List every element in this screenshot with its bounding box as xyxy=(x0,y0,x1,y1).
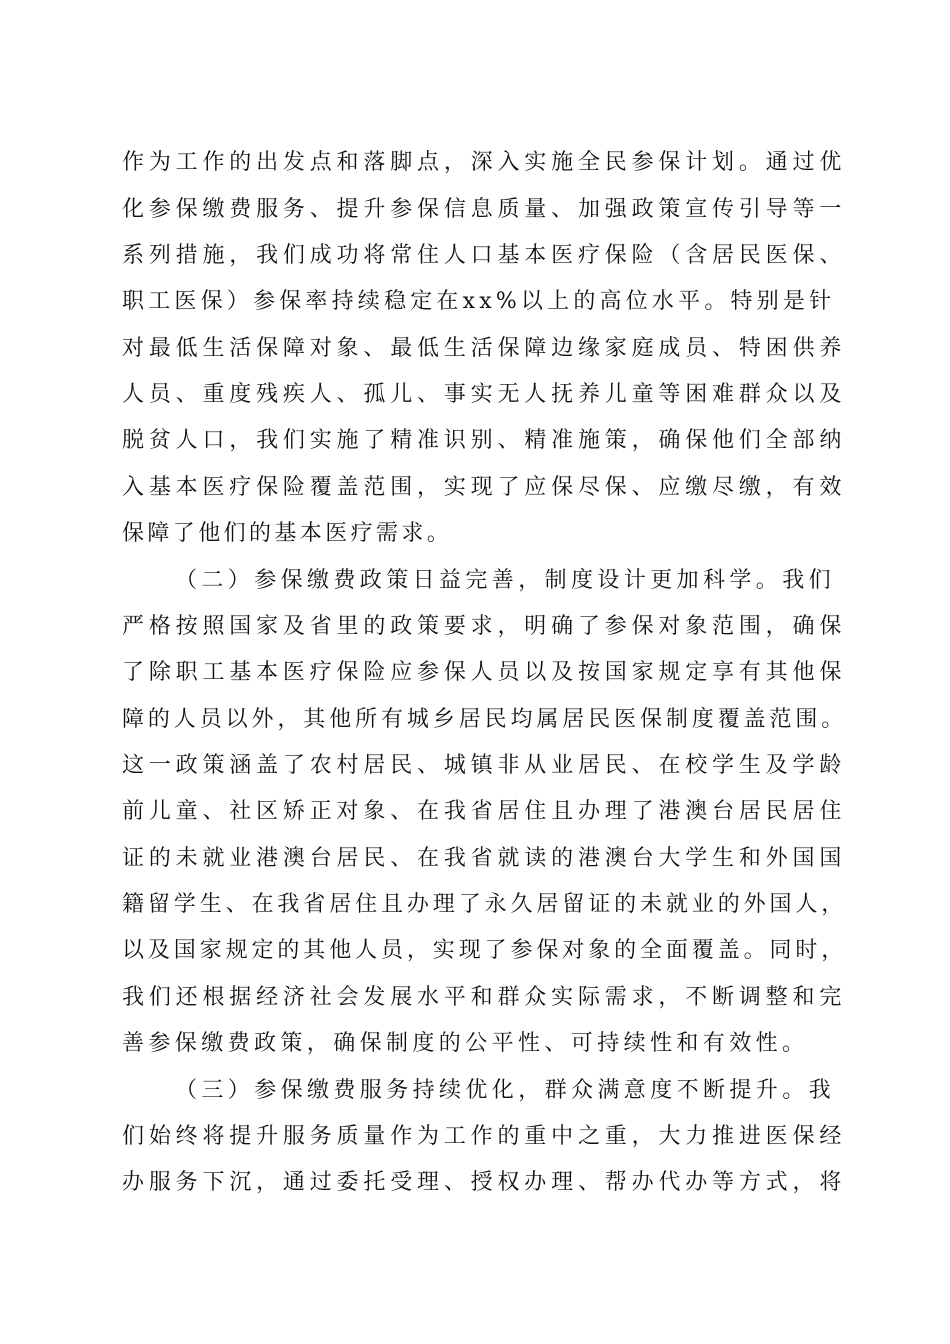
text-line xyxy=(0,792,950,832)
text-line xyxy=(0,885,950,925)
text-line xyxy=(0,1117,950,1157)
text-line xyxy=(0,143,950,183)
line-text: 入基本医疗保险覆盖范围，实现了应保尽保、应缴尽缴，有效 xyxy=(122,475,847,500)
text-line xyxy=(0,653,950,693)
text-line xyxy=(0,839,950,879)
text-line xyxy=(0,931,950,971)
text-line xyxy=(0,700,950,740)
line-text: 严格按照国家及省里的政策要求，明确了参保对象范围，确保 xyxy=(122,614,847,639)
line-text: 这一政策涵盖了农村居民、城镇非从业居民、在校学生及学龄 xyxy=(122,753,847,778)
line-text: 人员、重度残疾人、孤儿、事实无人抚养儿童等困难群众以及 xyxy=(122,382,847,407)
text-line xyxy=(0,190,950,230)
line-text: （二）参保缴费政策日益完善，制度设计更加科学。我们 xyxy=(175,568,836,593)
text-line xyxy=(0,1024,950,1064)
text-line xyxy=(0,746,950,786)
text-line xyxy=(0,561,950,601)
line-text: 障的人员以外，其他所有城乡居民均属居民医保制度覆盖范围。 xyxy=(122,707,848,732)
line-text: 脱贫人口，我们实施了精准识别、精准施策，确保他们全部纳 xyxy=(122,428,847,453)
line-text: 了除职工基本医疗保险应参保人员以及按国家规定享有其他保 xyxy=(122,660,847,685)
text-line xyxy=(0,978,950,1018)
text-line xyxy=(0,329,950,369)
text-line xyxy=(0,468,950,508)
line-text: 前儿童、社区矫正对象、在我省居住且办理了港澳台居民居住 xyxy=(122,799,847,824)
line-text: （三）参保缴费服务持续优化，群众满意度不断提升。我 xyxy=(175,1078,836,1103)
line-text: 以及国家规定的其他人员，实现了参保对象的全面覆盖。同时， xyxy=(122,938,848,963)
text-line xyxy=(0,421,950,461)
line-text: 籍留学生、在我省居住且办理了永久居留证的未就业的外国人， xyxy=(122,892,848,917)
text-line xyxy=(0,1163,950,1203)
line-text: 系列措施，我们成功将常住人口基本医疗保险（含居民医保、 xyxy=(122,243,847,268)
line-text: 善参保缴费政策，确保制度的公平性、可持续性和有效性。 xyxy=(122,1031,809,1056)
line-text: 办服务下沉，通过委托受理、授权办理、帮办代办等方式，将 xyxy=(122,1170,847,1195)
text-line xyxy=(0,607,950,647)
line-text: 对最低生活保障对象、最低生活保障边缘家庭成员、特困供养 xyxy=(122,336,847,361)
line-text: 作为工作的出发点和落脚点，深入实施全民参保计划。通过优 xyxy=(122,150,847,175)
line-text: 我们还根据经济社会发展水平和群众实际需求，不断调整和完 xyxy=(122,985,847,1010)
text-line xyxy=(0,1071,950,1111)
text-line xyxy=(0,282,950,322)
text-line xyxy=(0,514,950,554)
text-line xyxy=(0,236,950,276)
line-text: 保障了他们的基本医疗需求。 xyxy=(122,521,453,546)
line-text: 职工医保）参保率持续稳定在xx%以上的高位水平。特别是针 xyxy=(122,289,836,314)
line-text: 化参保缴费服务、提升参保信息质量、加强政策宣传引导等一 xyxy=(122,197,847,222)
line-text: 证的未就业港澳台居民、在我省就读的港澳台大学生和外国国 xyxy=(122,846,847,871)
text-line xyxy=(0,375,950,415)
line-text: 们始终将提升服务质量作为工作的重中之重，大力推进医保经 xyxy=(122,1124,847,1149)
